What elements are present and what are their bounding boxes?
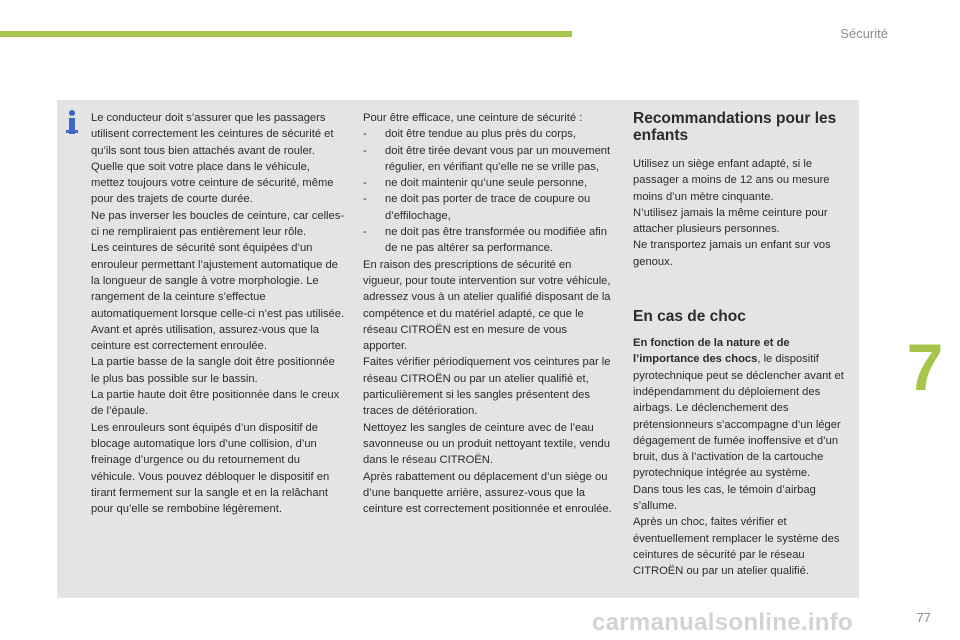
paragraph: N’utilisez jamais la même ceinture pour attacher plusieurs personnes.	[633, 206, 828, 236]
page-number: 77	[916, 610, 931, 625]
paragraph: Dans tous les cas, le témoin d’airbag s’allume.	[633, 483, 816, 513]
paragraph: Les ceintures de sécurité sont équipées d’un enrouleur permettant l’ajustement automatique de la longueur de sangle à votre morphologie. Le rangement de la ceinture s’effectue automatiquement lorsque celle-ci n’est pas utilisée.	[91, 242, 345, 320]
watermark: carmanualsonline.info	[592, 609, 854, 636]
paragraph: Ne transportez jamais un enfant sur vos genoux.	[633, 239, 831, 268]
paragraph: En raison des prescriptions de sécurité en vigueur, pour toute intervention sur votre véhicule, adressez vous à un atelier qualifié disposant de la compétence et du matériel adapté, ce que le réseau CITROËN est en mesure de vous apporter.	[363, 258, 611, 353]
list-intro: Pour être efficace, une ceinture de sécurité :	[363, 112, 583, 124]
paragraph: Ne pas inverser les boucles de ceinture, car celles-ci ne rempliraient pas entièrement leur rôle.	[91, 209, 345, 239]
column-belt-efficiency	[363, 110, 613, 517]
section-title: Sécurité	[840, 26, 888, 41]
paragraph: Après rabattement ou déplacement d’un siège ou d’une banquette arrière, assurez-vous que la ceinture est correctement positionnée et enroulée.	[363, 470, 612, 516]
paragraph: La partie basse de la sangle doit être positionnée le plus bas possible sur le bassin.	[91, 356, 335, 385]
list-item-text: ne doit pas porter de trace de coupure ou d’effilochage,	[385, 193, 591, 222]
heading-child-recommendations: Recommandations pour les enfants	[633, 110, 837, 144]
list-dash: -	[363, 226, 367, 239]
paragraph: Avant et après utilisation, assurez-vous que la ceinture est correctement enroulée.	[91, 323, 320, 353]
chapter-number: 7	[906, 330, 944, 404]
paragraph: Les enrouleurs sont équipés d’un dispositif de blocage automatique lors d’une collision, d’un freinage d’urgence ou du retournement du véhicule. Vous pouvez débloquer le dispositif en tirant fermement sur la sangle et en la relâchant pour qu’elle se rembobine légèrement.	[91, 421, 330, 516]
list-dash: -	[363, 177, 367, 190]
list-dash: -	[363, 193, 367, 206]
paragraph: La partie haute doit être positionnée dans le creux de l’épaule.	[91, 389, 340, 418]
list-item	[363, 224, 613, 257]
list-dash: -	[363, 144, 367, 157]
list-item-text: doit être tirée devant vous par un mouvement régulier, en vérifiant qu’elle ne se vrille pas,	[385, 144, 611, 173]
paragraph: Après un choc, faites vérifier et éventuellement remplacer le système des ceintures de sécurité par le réseau CITROËN ou par un atelier qualifié.	[633, 516, 840, 578]
list-item	[363, 175, 613, 191]
paragraph: Quelle que soit votre place dans le véhicule, mettez toujours votre ceinture de sécurité, même pour des trajets de courte durée.	[91, 160, 334, 206]
bold-lead: En fonction de la nature et de l’importance des chocs	[633, 337, 790, 366]
paragraph: Utilisez un siège enfant adapté, si le passager a moins de 12 ans ou mesure moins d’un mètre cinquante.	[633, 158, 830, 203]
list-dash: -	[363, 128, 367, 141]
list-item	[363, 143, 613, 176]
paragraph	[633, 335, 853, 482]
list-item-text: doit être tendue au plus près du corps,	[385, 128, 576, 141]
paragraph: Nettoyez les sangles de ceinture avec de l’eau savonneuse ou un produit nettoyant textile, vendu dans le réseau CITROËN.	[363, 421, 610, 467]
list-item-text: ne doit maintenir qu’une seule personne,	[385, 177, 588, 190]
column-general-rules	[91, 110, 346, 517]
list-item	[363, 191, 613, 224]
paragraph: Le conducteur doit s’assurer que les passagers utilisent correctement les ceintures de sécurité et qu’ils sont tous bien attachés avant de rouler.	[91, 112, 334, 157]
list-item	[363, 126, 613, 142]
info-icon	[66, 108, 78, 134]
paragraph: Faites vérifier périodiquement vos ceintures par le réseau CITROËN ou par un atelier qualifié et, particulièrement si les sangles présentent des traces de détérioration.	[363, 356, 611, 418]
column-children-and-crash	[633, 110, 853, 580]
list-item-text: ne doit pas être transformée ou modifiée afin de ne pas altérer sa performance.	[385, 226, 608, 255]
heading-crash: En cas de choc	[633, 308, 746, 326]
paragraph-rest: , le dispositif pyrotechnique peut se déclencher avant et indépendamment du déploiement des airbags. Le déclenchement des prétensionneurs s’accompagne d’un léger dégagement de fumée inoffensive et d’un bruit, dus à l’activation de la cartouche pyrotechnique intégrée au système.	[633, 353, 844, 480]
header-accent-bar	[0, 31, 572, 37]
